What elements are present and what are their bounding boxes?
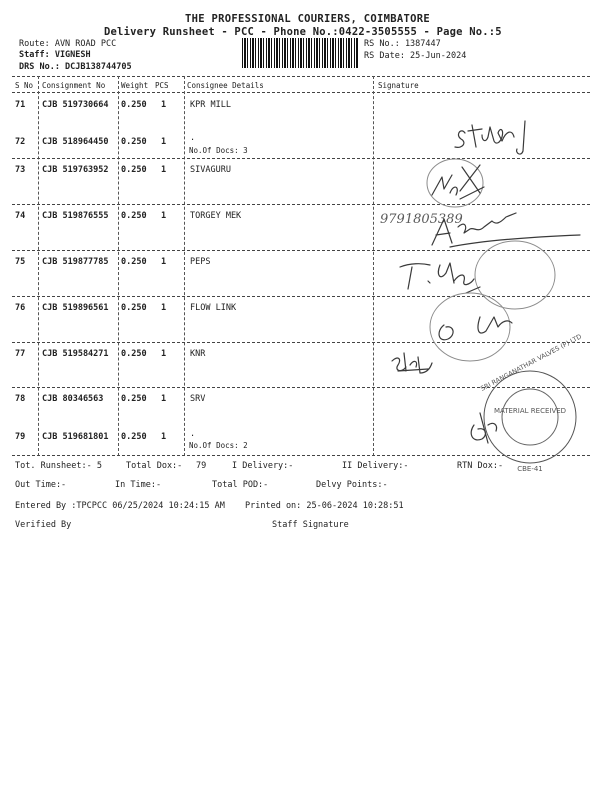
row-weight: 0.250	[121, 432, 147, 442]
row-weight: 0.250	[121, 100, 147, 110]
row-consignment: CJB 519584271	[42, 349, 109, 359]
company-title: THE PROFESSIONAL COURIERS, COIMBATORE	[185, 13, 430, 25]
verified-by: Verified By	[15, 520, 72, 530]
row-weight: 0.250	[121, 137, 147, 147]
row-weight: 0.250	[121, 257, 147, 267]
delvy-points: Delvy Points:-	[316, 480, 388, 490]
courier-stamp-row-73	[427, 159, 483, 207]
table-header-rule	[12, 92, 590, 93]
col-header-weight: Weight	[121, 81, 149, 90]
row-pcs: 1	[161, 394, 167, 404]
signature-area	[370, 95, 595, 475]
row-sno: 75	[15, 257, 26, 267]
col-header-signature: Signature	[378, 81, 419, 90]
row-sno: 71	[15, 100, 26, 110]
row-weight: 0.250	[121, 165, 147, 175]
rs-date: RS Date: 25-Jun-2024	[364, 51, 467, 61]
row-consignment: CJB 519730664	[42, 100, 109, 110]
row-consignment: CJB 519896561	[42, 303, 109, 313]
route-label: Route: AVN ROAD PCC	[19, 39, 117, 49]
in-time: In Time:-	[115, 480, 162, 490]
row-sno: 74	[15, 211, 26, 221]
total-pod: Total POD:-	[212, 480, 269, 490]
handwritten-phone: 9791805389	[380, 212, 463, 227]
col-header-sno: S No	[15, 81, 34, 90]
row-sno: 77	[15, 349, 26, 359]
row-consignment: CJB 519877785	[42, 257, 109, 267]
row-consignee: SIVAGURU	[190, 165, 231, 175]
row-consignee: TORGEY MEK	[190, 211, 242, 221]
drs-number: DRS No.: DCJB138744705	[19, 62, 132, 72]
row-pcs: 1	[161, 432, 167, 442]
total-dox-value: 79	[196, 461, 207, 471]
row-consignee: KPR MILL	[190, 100, 231, 110]
col-divider	[38, 76, 39, 456]
rs-number: RS No.: 1387447	[364, 39, 441, 49]
row-sno: 72	[15, 137, 26, 147]
stamp-company: SRI RANGANATHAR VALVES (P) LTD	[479, 332, 583, 393]
table-top-rule	[12, 76, 590, 77]
barcode	[242, 38, 358, 68]
row-pcs: 1	[161, 165, 167, 175]
row-pcs: 1	[161, 349, 167, 359]
signature-row-75	[400, 263, 480, 293]
row-pcs: 1	[161, 137, 167, 147]
col-header-consignment: Consignment No	[42, 81, 106, 90]
row-consignee: FLOW LINK	[190, 303, 237, 313]
rtn-dox: RTN Dox:-	[457, 461, 504, 471]
row-sno: 73	[15, 165, 26, 175]
printed-on: Printed on: 25-06-2024 10:28:51	[245, 501, 404, 511]
stamp-city: CBE-41	[517, 465, 543, 473]
row-pcs: 1	[161, 100, 167, 110]
row-consignee: .	[190, 133, 196, 143]
row-docs-note: No.Of Docs: 3	[189, 146, 248, 155]
row-weight: 0.250	[121, 303, 147, 313]
row-consignment: CJB 519763952	[42, 165, 109, 175]
entered-by: Entered By :TPCPCC 06/25/2024 10:24:15 AM	[15, 501, 225, 511]
row-sno: 76	[15, 303, 26, 313]
stamp-center-text: MATERIAL RECEIVED	[493, 407, 567, 415]
row-consignment: CJB 519681801	[42, 432, 109, 442]
col-divider	[184, 76, 185, 456]
i-delivery: I Delivery:-	[232, 461, 294, 471]
col-divider	[118, 76, 119, 456]
runsheet-title: Delivery Runsheet - PCC - Phone No.:0422-3505555 - Page No.:5	[104, 26, 502, 38]
staff-label: Staff: VIGNESH	[19, 50, 91, 60]
row-weight: 0.250	[121, 211, 147, 221]
row-pcs: 1	[161, 303, 167, 313]
row-weight: 0.250	[121, 394, 147, 404]
col-header-pcs: PCS	[155, 81, 169, 90]
signature-row-76	[439, 317, 512, 340]
row-consignment: CJB 519876555	[42, 211, 109, 221]
signature-row-77	[392, 353, 432, 373]
total-dox-label: Total Dox:-	[126, 461, 183, 471]
row-pcs: 1	[161, 211, 167, 221]
row-consignee: PEPS	[190, 257, 211, 267]
signature-row-72	[455, 121, 525, 154]
row-consignee: .	[190, 429, 196, 439]
signature-row-73	[432, 165, 484, 199]
row-sno: 78	[15, 394, 26, 404]
row-consignment: CJB 80346563	[42, 394, 104, 404]
row-docs-note: No.Of Docs: 2	[189, 441, 248, 450]
row-consignee: SRV	[190, 394, 206, 404]
out-time: Out Time:-	[15, 480, 67, 490]
tot-runsheet: Tot. Runsheet:- 5	[15, 461, 102, 471]
ii-delivery: II Delivery:-	[342, 461, 409, 471]
courier-stamp-row-75	[475, 241, 555, 309]
row-weight: 0.250	[121, 349, 147, 359]
row-consignment: CJB 518964450	[42, 137, 109, 147]
row-pcs: 1	[161, 257, 167, 267]
staff-signature: Staff Signature	[272, 520, 349, 530]
col-header-consignee: Consignee Details	[187, 81, 264, 90]
row-sno: 79	[15, 432, 26, 442]
row-consignee: KNR	[190, 349, 206, 359]
